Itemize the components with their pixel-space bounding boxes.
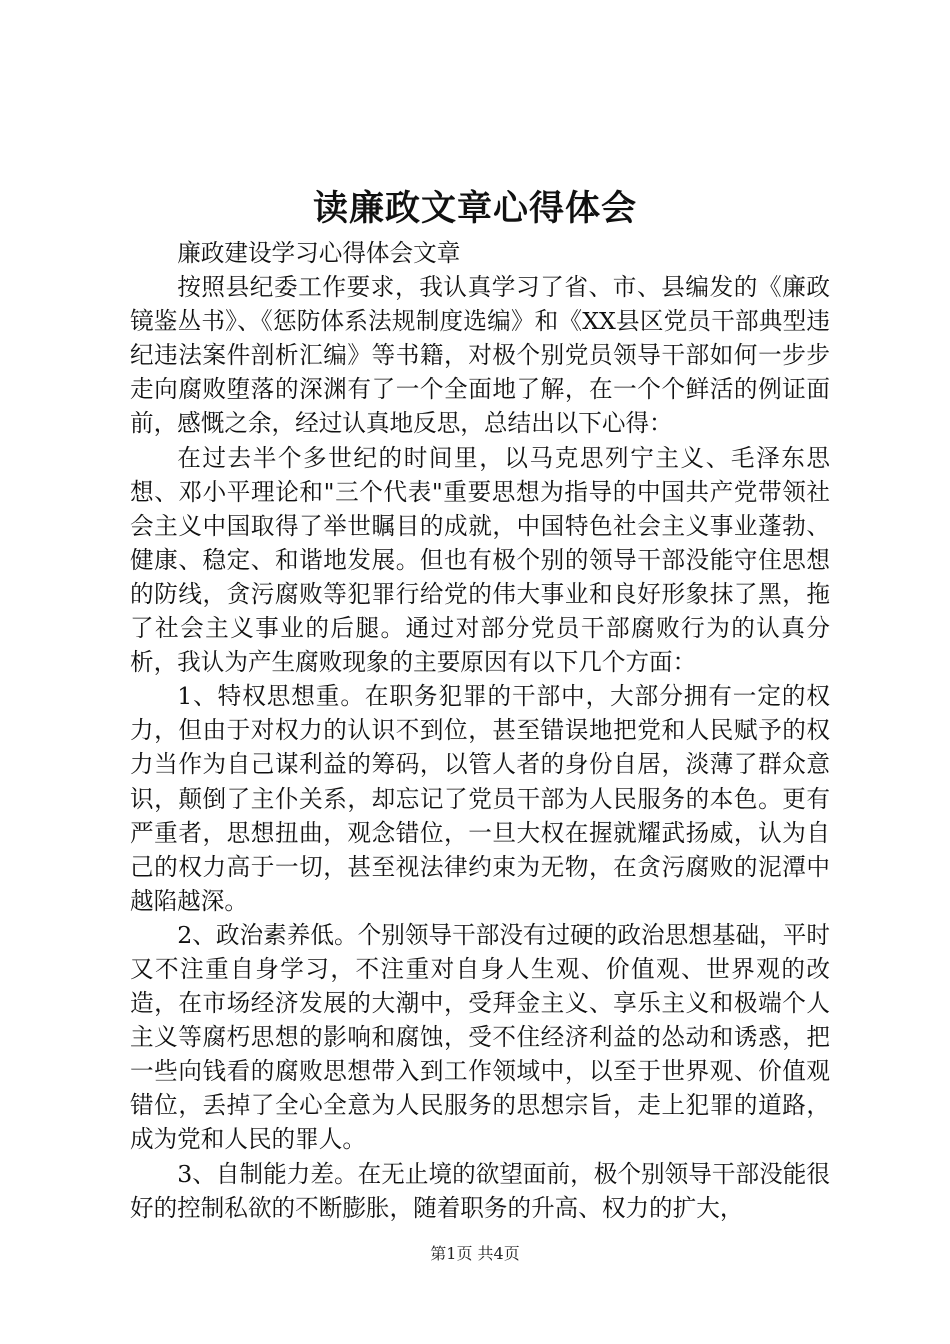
document-subtitle: 廉政建设学习心得体会文章 [177,239,461,267]
page-number: 第1页 共4页 [430,1244,520,1263]
paragraph-reason-2: 2、政治素养低。个别领导干部没有过硬的政治思想基础，平时又不注重自身学习，不注重对自身人生观、价值观、世界观的改造，在市场经济发展的大潮中，受拜金主义、享乐主义和极端个人主义等腐朽思想的影响和腐蚀，受不住经济利益的怂动和诱惑，把一些向钱看的腐败思想带入到工作领域中，以至于世界观、价值观错位，丢掉了全心全意为人民服务的思想宗旨，走上犯罪的道路，成为党和人民的罪人。 [130,920,830,1154]
paragraph-reason-1: 1、特权思想重。在职务犯罪的干部中，大部分拥有一定的权力，但由于对权力的认识不到位，甚至错误地把党和人民赋予的权力当作为自己谋利益的筹码，以管人者的身份自居，淡薄了群众意识，颠倒了主仆关系，却忘记了党员干部为人民服务的本色。更有严重者，思想扭曲，观念错位，一旦大权在握就耀武扬威，认为自己的权力高于一切，甚至视法律约束为无物，在贪污腐败的泥潭中越陷越深。 [130,682,830,915]
paragraph-intro: 按照县纪委工作要求，我认真学习了省、市、县编发的《廉政镜鉴丛书》、《惩防体系法规制度选编》和《XX县区党员干部典型违纪违法案件剖析汇编》等书籍，对极个别党员领导干部如何一步步走向腐败堕落的深渊有了一个全面地了解，在一个个鲜活的例证面前，感慨之余，经过认真地反思，总结出以下心得： [130,273,830,438]
paragraph-background: 在过去半个多世纪的时间里，以马克思列宁主义、毛泽东思想、邓小平理论和"三个代表"重要思想为指导的中国共产党带领社会主义中国取得了举世瞩目的成就，中国特色社会主义事业蓬勃、健康、稳定、和谐地发展。但也有极个别的领导干部没能守住思想的防线，贪污腐败等犯罪行给党的伟大事业和良好形象抹了黑，拖了社会主义事业的后腿。通过对部分党员干部腐败行为的认真分析，我认为产生腐败现象的主要原因有以下几个方面： [130,443,830,677]
document-title: 读廉政文章心得体会 [312,189,637,229]
paragraph-reason-3: 3、自制能力差。在无止境的欲望面前，极个别领导干部没能很好的控制私欲的不断膨胀，随着职务的升高、权力的扩大， [130,1159,830,1222]
document-body [130,236,830,1225]
